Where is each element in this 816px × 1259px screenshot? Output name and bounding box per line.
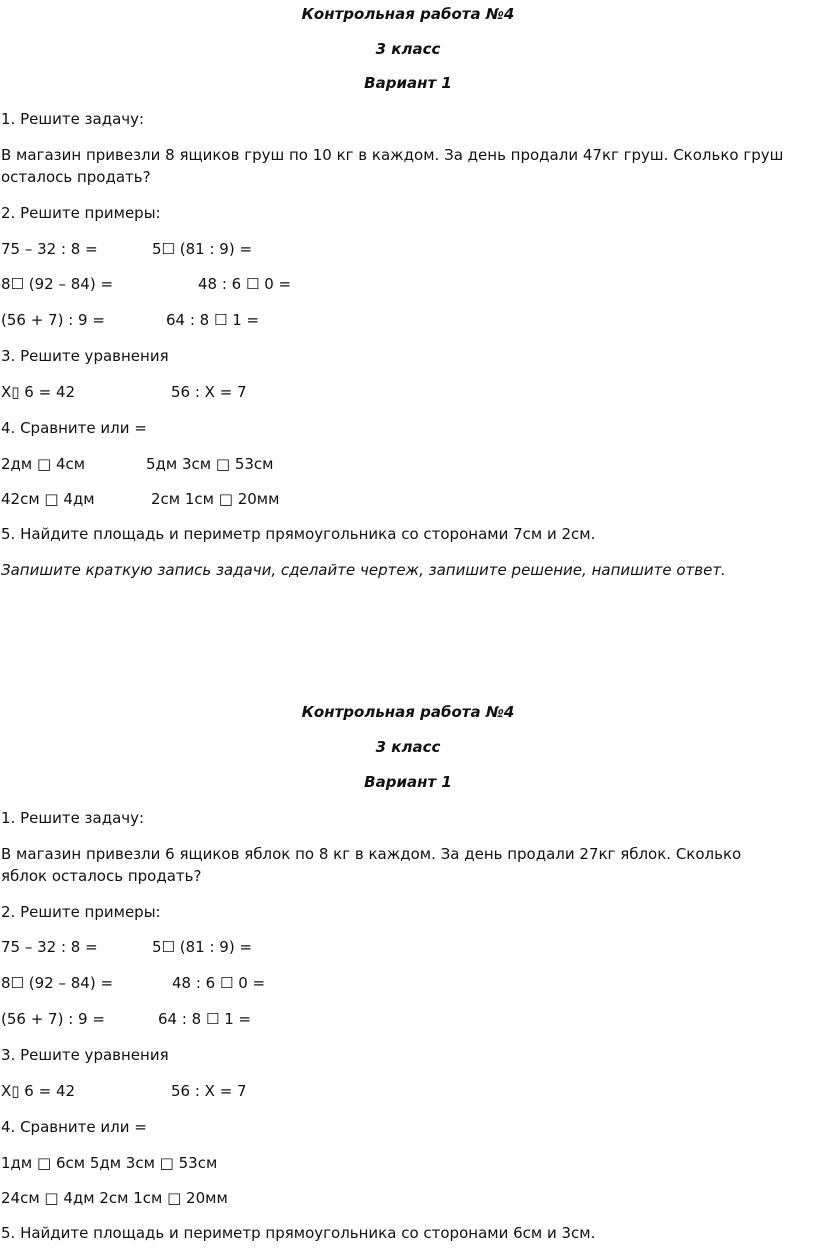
task4-heading: 4. Сравните или = [1, 419, 147, 437]
task1-text: В магазин привезли 6 ящиков яблок по 8 кг в каждом. За день продали 27кг яблок. Сколько яблок осталось продать? [1, 845, 742, 885]
compare-left: 42см □ 4дм [1, 490, 95, 508]
task1-heading: 1. Решите задачу: [1, 110, 145, 128]
variant-label: Вариант 1 [364, 773, 452, 791]
example-left: 75 – 32 : 8 = [1, 240, 98, 258]
compare-line: 1дм □ 6см 5дм 3см □ 53см [1, 1154, 218, 1172]
example-left: 8☐ (92 – 84) = [1, 974, 114, 992]
task3-heading: 3. Решите уравнения [1, 1046, 169, 1064]
task2-heading: 2. Решите примеры: [1, 903, 161, 921]
example-left: 75 – 32 : 8 = [1, 938, 98, 956]
example-right: 5☐ (81 : 9) = [152, 938, 253, 956]
example-right: 5☐ (81 : 9) = [152, 240, 253, 258]
grade-label: 3 класс [375, 40, 441, 58]
example-right: 64 : 8 ☐ 1 = [166, 311, 260, 329]
grade-label: 3 класс [375, 738, 441, 756]
task1-heading: 1. Решите задачу: [1, 809, 145, 827]
task5-heading: 5. Найдите площадь и периметр прямоугольника со сторонами 6см и 3см. [1, 1224, 596, 1242]
example-right: 48 : 6 ☐ 0 = [172, 974, 266, 992]
example-left: 8☐ (92 – 84) = [1, 275, 114, 293]
task1-text: В магазин привезли 8 ящиков груш по 10 кг в каждом. За день продали 47кг груш. Сколько груш осталось продать? [1, 146, 784, 186]
compare-right: 5дм 3см □ 53см [146, 455, 274, 473]
example-right: 64 : 8 ☐ 1 = [158, 1010, 252, 1028]
example-left: (56 + 7) : 9 = [1, 1010, 105, 1028]
task2-heading: 2. Решите примеры: [1, 204, 161, 222]
task3-heading: 3. Решите уравнения [1, 347, 169, 365]
equation-right: 56 : Х = 7 [171, 1082, 247, 1100]
compare-left: 2дм □ 4см [1, 455, 86, 473]
equation-left: Х▯ 6 = 42 [1, 1082, 76, 1100]
compare-right: 2см 1см □ 20мм [151, 490, 280, 508]
example-right: 48 : 6 ☐ 0 = [198, 275, 292, 293]
instruction-text: Запишите краткую запись задачи, сделайте чертеж, запишите решение, напишите ответ. [1, 561, 726, 579]
doc-title: Контрольная работа №4 [301, 703, 515, 721]
variant-label: Вариант 1 [364, 74, 452, 92]
task4-heading: 4. Сравните или = [1, 1118, 147, 1136]
compare-line: 24см □ 4дм 2см 1см □ 20мм [1, 1189, 228, 1207]
task5-heading: 5. Найдите площадь и периметр прямоугольника со сторонами 7см и 2см. [1, 525, 596, 543]
equation-right: 56 : Х = 7 [171, 383, 247, 401]
equation-left: Х▯ 6 = 42 [1, 383, 76, 401]
doc-title: Контрольная работа №4 [301, 5, 515, 23]
example-left: (56 + 7) : 9 = [1, 311, 105, 329]
